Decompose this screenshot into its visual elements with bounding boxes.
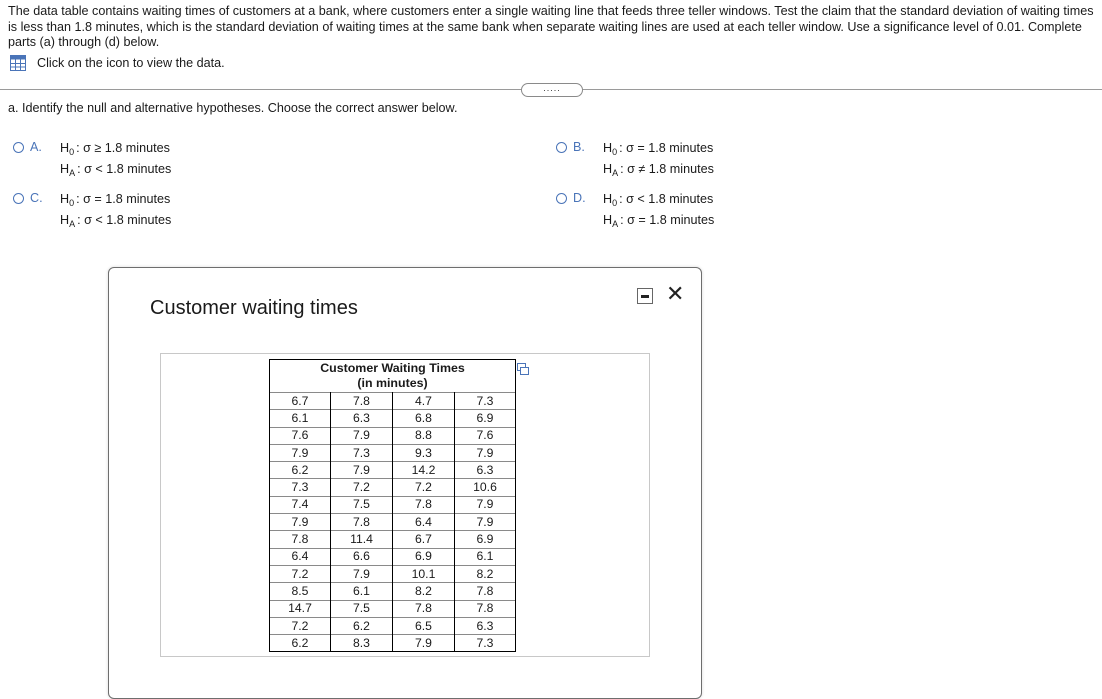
table-cell: 6.3 <box>331 410 393 427</box>
table-row <box>270 427 516 444</box>
table-row <box>270 617 516 634</box>
table-cell: 7.9 <box>331 565 393 582</box>
table-cell: 8.2 <box>455 565 516 582</box>
table-cell: 6.3 <box>455 462 516 479</box>
table-cell: 7.5 <box>331 496 393 513</box>
table-cell: 8.2 <box>393 583 455 600</box>
table-body <box>270 393 516 652</box>
minimize-icon[interactable] <box>637 288 653 304</box>
choice-c-null: $H_0$ : σ = 1.8 minutes <box>60 192 171 208</box>
table-row <box>270 462 516 479</box>
table-cell: 7.9 <box>455 444 516 461</box>
table-cell: 14.2 <box>393 462 455 479</box>
table-cell: 7.9 <box>331 462 393 479</box>
table-cell: 7.6 <box>455 427 516 444</box>
table-grid-icon[interactable] <box>10 55 26 71</box>
table-cell: 4.7 <box>393 393 455 410</box>
table-cell: 7.8 <box>455 600 516 617</box>
table-row <box>270 565 516 582</box>
choice-b-letter: B. <box>573 140 585 154</box>
choice-a-letter: A. <box>30 140 42 154</box>
choice-b-null: $H_0$ : σ = 1.8 minutes <box>603 141 714 157</box>
radio-a[interactable] <box>13 142 24 153</box>
table-cell: 7.4 <box>270 496 331 513</box>
choice-d[interactable] <box>556 191 714 233</box>
table-cell: 10.6 <box>455 479 516 496</box>
table-cell: 7.3 <box>455 393 516 410</box>
table-header-title: Customer Waiting Times <box>320 361 465 375</box>
copy-icon[interactable] <box>517 363 529 375</box>
table-cell: 6.1 <box>455 548 516 565</box>
table-cell: 7.2 <box>270 617 331 634</box>
table-cell: 9.3 <box>393 444 455 461</box>
dialog-title: Customer waiting times <box>150 297 358 319</box>
choice-c-letter: C. <box>30 191 43 205</box>
table-cell: 7.8 <box>455 583 516 600</box>
table-cell: 6.2 <box>331 617 393 634</box>
table-cell: 7.3 <box>331 444 393 461</box>
table-cell: 6.1 <box>331 583 393 600</box>
choice-a-alt: $H_A$ : σ < 1.8 minutes <box>60 162 172 178</box>
choice-d-null: $H_0$ : σ < 1.8 minutes <box>603 192 714 208</box>
choice-a-null: $H_0$ : σ ≥ 1.8 minutes <box>60 141 170 157</box>
table-cell: 6.9 <box>393 548 455 565</box>
table-cell: 6.2 <box>270 462 331 479</box>
close-icon[interactable]: ✕ <box>666 281 685 306</box>
table-cell: 7.9 <box>393 635 455 652</box>
table-row <box>270 393 516 410</box>
view-data-link[interactable] <box>10 55 225 71</box>
table-cell: 7.2 <box>270 565 331 582</box>
choice-c[interactable] <box>13 191 171 233</box>
table-cell: 7.5 <box>331 600 393 617</box>
table-cell: 7.8 <box>331 393 393 410</box>
table-row <box>270 496 516 513</box>
table-cell: 7.9 <box>270 444 331 461</box>
choice-d-letter: D. <box>573 191 586 205</box>
table-cell: 7.3 <box>270 479 331 496</box>
table-row <box>270 635 516 652</box>
waiting-times-table <box>269 359 516 652</box>
data-dialog <box>108 267 702 699</box>
table-cell: 8.3 <box>331 635 393 652</box>
table-row <box>270 600 516 617</box>
table-cell: 6.7 <box>393 531 455 548</box>
table-cell: 7.8 <box>393 600 455 617</box>
table-cell: 7.8 <box>270 531 331 548</box>
table-row <box>270 479 516 496</box>
table-cell: 6.5 <box>393 617 455 634</box>
table-cell: 6.2 <box>270 635 331 652</box>
choice-a[interactable] <box>13 140 171 182</box>
table-cell: 6.3 <box>455 617 516 634</box>
table-cell: 7.9 <box>270 514 331 531</box>
choice-b[interactable] <box>556 140 714 182</box>
table-cell: 14.7 <box>270 600 331 617</box>
data-table-frame <box>160 353 650 657</box>
table-cell: 6.9 <box>455 410 516 427</box>
table-header-units: (in minutes) <box>357 376 428 390</box>
table-header <box>270 360 516 393</box>
table-cell: 7.9 <box>455 496 516 513</box>
table-cell: 7.2 <box>393 479 455 496</box>
table-cell: 11.4 <box>331 531 393 548</box>
view-data-label[interactable]: Click on the icon to view the data. <box>37 56 225 70</box>
radio-d[interactable] <box>556 193 567 204</box>
table-cell: 6.4 <box>393 514 455 531</box>
table-row <box>270 514 516 531</box>
table-cell: 6.8 <box>393 410 455 427</box>
choice-d-alt: $H_A$ : σ = 1.8 minutes <box>603 213 715 229</box>
table-cell: 6.1 <box>270 410 331 427</box>
table-cell: 7.3 <box>455 635 516 652</box>
radio-b[interactable] <box>556 142 567 153</box>
table-cell: 10.1 <box>393 565 455 582</box>
table-cell: 8.8 <box>393 427 455 444</box>
table-cell: 8.5 <box>270 583 331 600</box>
table-cell: 7.8 <box>331 514 393 531</box>
choice-b-alt: $H_A$ : σ ≠ 1.8 minutes <box>603 162 714 178</box>
table-row <box>270 548 516 565</box>
expand-button[interactable]: ..... <box>521 83 583 97</box>
table-cell: 7.8 <box>393 496 455 513</box>
table-row <box>270 410 516 427</box>
table-row <box>270 531 516 548</box>
choice-c-alt: $H_A$ : σ < 1.8 minutes <box>60 213 172 229</box>
table-row <box>270 583 516 600</box>
table-row <box>270 444 516 461</box>
problem-statement: The data table contains waiting times of customers at a bank, where customers enter a single waiting line that feeds three teller windows. Test the claim that the standard deviation of waiting times is less than 1.8 minutes, which is the standard deviation of waiting times at the same bank when separate waiting lines are used at each teller window. Use a significance level of 0.01. Complete parts (a) through (d) below. <box>8 4 1094 50</box>
part-a-prompt: a. Identify the null and alternative hypotheses. Choose the correct answer below. <box>8 101 458 115</box>
table-cell: 6.9 <box>455 531 516 548</box>
table-cell: 7.9 <box>455 514 516 531</box>
table-cell: 7.9 <box>331 427 393 444</box>
radio-c[interactable] <box>13 193 24 204</box>
table-cell: 6.4 <box>270 548 331 565</box>
table-cell: 6.7 <box>270 393 331 410</box>
table-cell: 7.6 <box>270 427 331 444</box>
table-cell: 6.6 <box>331 548 393 565</box>
table-cell: 7.2 <box>331 479 393 496</box>
